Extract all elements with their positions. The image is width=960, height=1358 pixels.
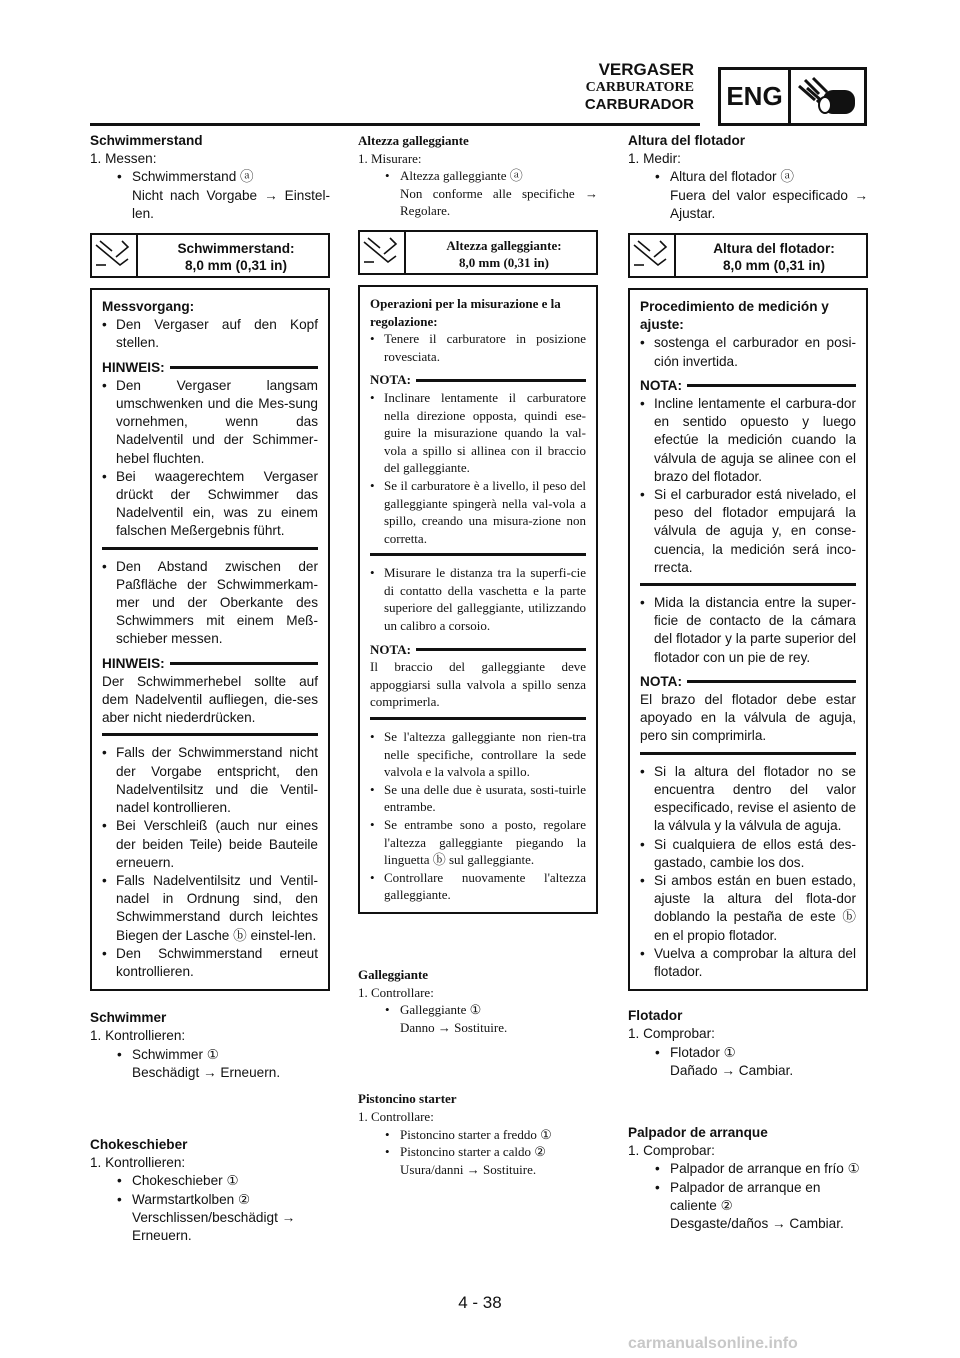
note-bullet: • Si el carburador está nivelado, el peso del flotador empujará la válvula de aguja y, en conse-cuencia, la medición será inco-rrecta. xyxy=(640,486,856,577)
bullet-subtext: Dañado → Cambiar. xyxy=(670,1062,794,1078)
spec-value: 8,0 mm (0,31 in) xyxy=(723,258,825,274)
note-heading: NOTA: xyxy=(370,641,586,659)
spec-text xyxy=(148,240,324,274)
bullet-subtext: Verschlissen/beschädigt → Erneuern. xyxy=(132,1209,296,1243)
section-title: Schwimmer xyxy=(90,1010,167,1026)
note-text: Der Schwimmerhebel sollte auf dem Nadelventil aufliegen, die-ses aber nicht niederdrücken. xyxy=(102,673,318,726)
procedure-bullet: • Se l'altezza galleggiante non rien-tra nelle specifiche, controllare la sede valvola e la valvola a spillo. xyxy=(370,728,586,781)
header-title-it: CARBURATORE xyxy=(585,80,694,95)
step-line: 1. Messen: xyxy=(90,151,157,167)
note-heading: NOTA: xyxy=(640,673,856,691)
procedure-bullet: • Si cualquiera de ellos está des-gastado, cambie los dos. xyxy=(640,836,856,872)
step-line: 1. Misurare: xyxy=(358,150,422,166)
bullet-item: • Warmstartkolben ② xyxy=(90,1191,330,1209)
bullet-item: • Schwimmerstand ⓐ xyxy=(90,168,330,186)
step-line: 1. Controllare: xyxy=(358,984,434,1000)
note-heading: NOTA: xyxy=(640,377,856,395)
spec-text xyxy=(416,237,592,271)
caliper-spec-icon xyxy=(360,232,402,273)
bullet-subtext: Danno → Sostituire. xyxy=(400,1019,508,1035)
bullet-subtext: Desgaste/daños → Cambiar. xyxy=(670,1215,844,1231)
step-line: 1. Comprobar: xyxy=(628,1143,715,1159)
bullet-item: • Galleggiante ① xyxy=(358,1001,598,1019)
bullet-subtext: Beschädigt → Erneuern. xyxy=(132,1064,281,1080)
bullet-subtext: Non conforme alle specifiche → Regolare. xyxy=(400,185,598,219)
note-end-rule xyxy=(102,733,318,736)
note-heading: NOTA: xyxy=(370,371,586,389)
section-title: Galleggiante xyxy=(358,966,429,982)
procedure-title: Procedimiento de medición y ajuste: xyxy=(640,299,829,333)
procedure-bullet: • Se una delle due è usurata, sosti-tuirle entrambe. xyxy=(370,781,586,816)
bullet-subtext: Fuera del valor especificado → Ajustar. xyxy=(670,187,868,221)
page-number: 4 - 38 xyxy=(458,1293,502,1312)
spec-value: 8,0 mm (0,31 in) xyxy=(459,254,549,270)
bullet-item: • Palpador de arranque en frío ① xyxy=(628,1160,868,1178)
section-title: Altezza galleggiante xyxy=(358,133,469,148)
procedure-bullet: • Den Abstand zwischen der Paßfläche der Schwimmerkam-mer und der Oberkante des Schwimmers mit einem Meß-schieber messen. xyxy=(102,558,318,649)
bullet-subtext: Nicht nach Vorgabe → Einstel-len. xyxy=(132,187,330,221)
spec-box xyxy=(358,230,598,275)
step-line: 1. Comprobar: xyxy=(628,1026,715,1042)
step-line: 1. Kontrollieren: xyxy=(90,1155,186,1171)
procedure-bullet: • Vuelva a comprobar la altura del flotador. xyxy=(640,945,856,981)
step-line: 1. Medir: xyxy=(628,151,681,167)
procedure-bullet: • Misurare le distanza tra la superfi-cie di contatto della vaschetta e la parte superiore del galleggiante, utilizzando un calibro a corsoio. xyxy=(370,564,586,634)
spec-icon-cell xyxy=(630,235,676,276)
bullet-item: • Chokeschieber ① xyxy=(90,1172,330,1190)
procedure-bullet: • Falls der Schwimmerstand nicht der Vorgabe entspricht, den Nadelventilsitz und die Ventil-nadel kontrollieren. xyxy=(102,744,318,817)
procedure-bullet: • sostenga el carburador en posi-ción invertida. xyxy=(640,334,856,370)
procedure-bullet: • Den Vergaser auf den Kopf stellen. xyxy=(102,316,318,352)
section-title: Flotador xyxy=(628,1008,683,1024)
note-bullet: • Inclinare lentamente il carburatore nella direzione opposta, quindi ese-guire la misurazione quando la val-vola a spillo si allinea con il braccio del galleggiante. xyxy=(370,389,586,477)
procedure-box xyxy=(628,288,868,991)
note-end-rule xyxy=(370,553,586,556)
note-text: El brazo del flotador debe estar apoyado en la válvula de aguja, pero sin comprimirla. xyxy=(640,692,856,744)
step-line: 1. Controllare: xyxy=(358,1108,434,1124)
caliper-spec-icon xyxy=(92,235,134,276)
bullet-item: • Altezza galleggiante ⓐ xyxy=(358,167,598,185)
header-rule xyxy=(90,123,700,126)
note-text: Il braccio del galleggiante deve appoggiarsi sulla valvola a spillo senza comprimerla. xyxy=(370,659,586,710)
note-bullet: • Se il carburatore è a livello, il peso del galleggiante spingerà nella val-vola a spillo, creando una misura-zione non corretta. xyxy=(370,477,586,547)
section-title: Altura del flotador xyxy=(628,133,746,148)
procedure-bullet: • Se entrambe sono a posto, regolare l'altezza galleggiante piegando la linguetta ⓑ sul galleggiante. xyxy=(370,816,586,869)
spec-label: Altura del flotador: xyxy=(713,241,835,257)
spec-value: 8,0 mm (0,31 in) xyxy=(185,258,287,274)
procedure-bullet: • Controllare nuovamente l'altezza galleggiante. xyxy=(370,869,586,904)
procedure-bullet: • Den Schwimmerstand erneut kontrollieren. xyxy=(102,945,318,981)
procedure-bullet: • Si la altura del flotador no se encuentra dentro del valor especificado, revise el asiento de la válvula y la válvula de aguja. xyxy=(640,763,856,836)
bullet-item: • Altura del flotador ⓐ xyxy=(628,168,868,186)
procedure-title: Messvorgang: xyxy=(102,299,195,315)
note-bullet: • Bei waagerechtem Vergaser drückt der Schwimmer das Nadelventil ein, was zu einem falschen Meßergebnis führt. xyxy=(102,468,318,541)
section-title: Schwimmerstand xyxy=(90,133,203,148)
section-badge xyxy=(718,67,867,126)
spec-label: Schwimmerstand: xyxy=(177,241,295,257)
watermark: carmanualsonline.info xyxy=(628,1335,798,1352)
procedure-bullet: • Bei Verschleiß (auch nur eines der beiden Teile) beide Bauteile erneuern. xyxy=(102,817,318,872)
procedure-bullet: • Si ambos están en buen estado, ajuste la altura del flota-dor doblando la pestaña de este ⓑ en el propio flotador. xyxy=(640,872,856,945)
eng-label: ENG xyxy=(721,70,791,123)
bullet-item: • Pistoncino starter a caldo ② xyxy=(358,1143,598,1161)
spec-icon-cell xyxy=(360,232,406,273)
bullet-item: • Flotador ① xyxy=(628,1044,868,1062)
procedure-box xyxy=(90,288,330,991)
note-end-rule xyxy=(370,717,586,720)
spec-box xyxy=(90,233,330,278)
note-end-rule xyxy=(102,547,318,550)
spec-box xyxy=(628,233,868,278)
bullet-subtext: Usura/danni → Sostituire. xyxy=(400,1161,537,1177)
procedure-bullet: • Tenere il carburatore in posizione rovesciata. xyxy=(370,330,586,365)
note-heading: HINWEIS: xyxy=(102,359,318,377)
note-bullet: • Incline lentamente el carbura-dor en sentido opuesto y luego efectúe la medición cuando la válvula de aguja se alinee con el brazo del flotador. xyxy=(640,395,856,486)
section-title: Pistoncino starter xyxy=(358,1091,457,1107)
procedure-title: Operazioni per la misurazione e la regolazione: xyxy=(370,295,561,329)
section-title: Palpador de arranque xyxy=(628,1124,768,1140)
column-italian xyxy=(358,132,598,1178)
column-german xyxy=(90,132,330,1245)
header-title-es: CARBURADOR xyxy=(584,96,694,113)
spec-text xyxy=(686,240,862,274)
note-bullet: • Den Vergaser langsam umschwenken und die Mes-sung vornehmen, wenn das Nadelventil und der Schimmer-hebel fluchten. xyxy=(102,377,318,468)
note-end-rule xyxy=(640,752,856,755)
step-line: 1. Kontrollieren: xyxy=(90,1028,186,1044)
bullet-item: • Schwimmer ① xyxy=(90,1046,330,1064)
carburetor-wrench-icon xyxy=(793,72,863,122)
procedure-box xyxy=(358,285,598,914)
section-title: Chokeschieber xyxy=(90,1136,188,1152)
bullet-item: • Pistoncino starter a freddo ① xyxy=(358,1126,598,1144)
header-title-de: VERGASER xyxy=(598,60,694,79)
procedure-bullet: • Mida la distancia entre la super-ficie de contacto de la cámara del flotador y la parte superior del flotador con un pie de rey. xyxy=(640,594,856,667)
column-spanish xyxy=(628,132,868,1233)
spec-label: Altezza galleggiante: xyxy=(446,237,562,253)
caliper-spec-icon xyxy=(630,235,672,276)
note-heading: HINWEIS: xyxy=(102,655,318,673)
note-end-rule xyxy=(640,583,856,586)
bullet-item: • Palpador de arranque en caliente ② xyxy=(628,1179,868,1215)
spec-icon-cell xyxy=(92,235,138,276)
procedure-bullet: • Falls Nadelventilsitz und Ventil-nadel in Ordnung sind, den Schwimmerstand durch leichtes Biegen der Lasche ⓑ einstel-len. xyxy=(102,872,318,945)
